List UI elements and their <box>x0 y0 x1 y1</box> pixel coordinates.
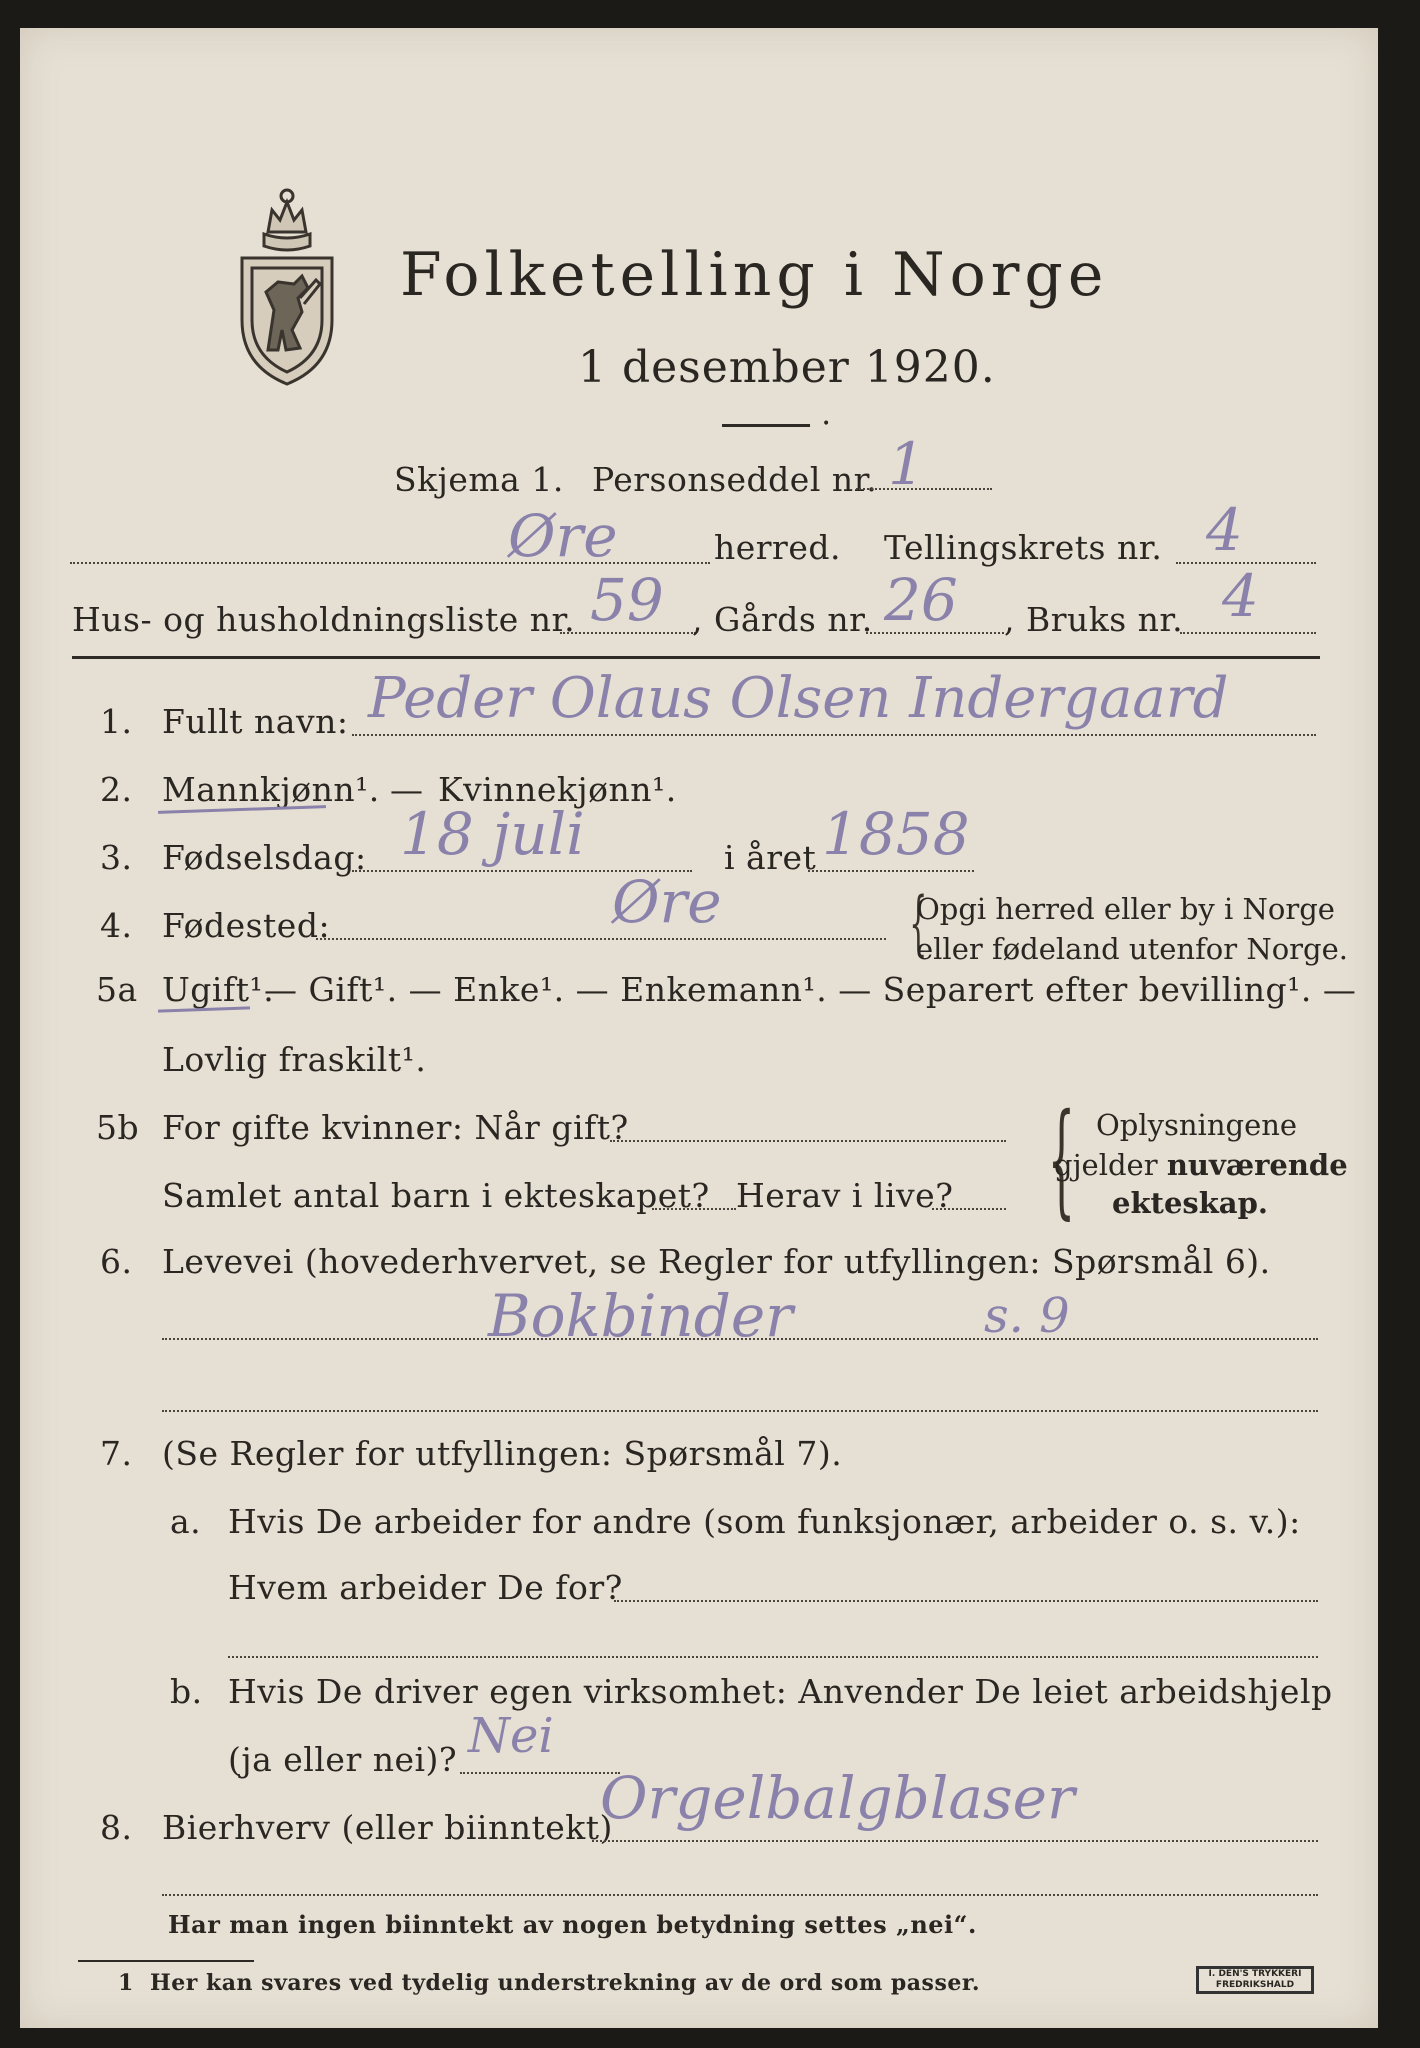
gender-female-option: Kvinnekjønn¹. <box>438 770 677 809</box>
census-form-page <box>20 28 1378 2028</box>
q3-label: Fødselsdag: <box>162 838 367 877</box>
skjema-label: Skjema 1. <box>394 460 564 499</box>
hus-label: Hus- og husholdningsliste nr. <box>72 600 576 639</box>
title-divider <box>722 424 810 427</box>
q7a-question: Hvem arbeider De for? <box>228 1568 623 1607</box>
form-title: Folketelling i Norge <box>400 240 1109 310</box>
birthday-value: 18 juli <box>400 800 585 868</box>
marriage-note-3: ekteskap. <box>1112 1186 1268 1220</box>
q1-number: 1. <box>100 702 133 741</box>
gards-value: 26 <box>884 566 958 634</box>
q6-label: Levevei (hovederhvervet, se Regler for utfyllingen: Spørsmål 6). <box>162 1242 1271 1281</box>
marital-fraskilt-option: Lovlig fraskilt¹. <box>162 1040 427 1079</box>
q2-number: 2. <box>100 770 133 809</box>
q7b-value: Nei <box>468 1708 554 1764</box>
q7a-text: Hvis De arbeider for andre (som funksjonær, arbeider o. s. v.): <box>228 1502 1301 1541</box>
q7-number: 7. <box>100 1434 133 1473</box>
q3-number: 3. <box>100 838 133 877</box>
q7-label: (Se Regler for utfyllingen: Spørsmål 7). <box>162 1434 843 1473</box>
gender-male-option: Mannkjønn¹. <box>162 770 380 809</box>
full-name-value: Peder Olaus Olsen Indergaard <box>368 666 1229 731</box>
tellingskrets-value: 4 <box>1206 496 1243 564</box>
q7b-question: (ja eller nei)? <box>228 1740 458 1779</box>
bruks-value: 4 <box>1222 562 1259 630</box>
birth-year-value: 1858 <box>822 800 970 868</box>
q8-label: Bierhverv (eller biinntekt) <box>162 1808 613 1847</box>
footnote-rule <box>78 1960 254 1962</box>
personseddel-label: Personseddel nr. <box>592 460 878 499</box>
occupation-code: s. 9 <box>984 1288 1070 1344</box>
q5b-number: 5b <box>96 1108 140 1147</box>
q1-label: Fullt navn: <box>162 702 349 741</box>
q5a-number: 5a <box>96 970 138 1009</box>
footer-note: Har man ingen biinntekt av nogen betydning settes „nei“. <box>168 1910 977 1939</box>
q5b-label: For gifte kvinner: Når gift? <box>162 1108 629 1147</box>
birthplace-note-2: eller fødeland utenfor Norge. <box>916 932 1348 966</box>
census-date: 1 desember 1920. <box>578 342 996 393</box>
q6-number: 6. <box>100 1242 133 1281</box>
gards-label: , Gårds nr. <box>692 600 873 639</box>
birthplace-value: Øre <box>612 868 722 936</box>
side-income-value: Orgelbalgblaser <box>600 1764 1075 1832</box>
herred-label: herred. <box>714 528 841 567</box>
coat-of-arms-icon <box>228 180 346 390</box>
herred-value: Øre <box>508 502 618 570</box>
marital-ugift-option: Ugift¹. <box>162 970 275 1009</box>
footnote-text: Her kan svares ved tydelig understrekning av de ord som passer. <box>150 1970 981 1996</box>
printer-stamp: I. DEN'S TRYKKERI FREDRIKSHALD <box>1196 1966 1314 1994</box>
birthplace-note-1: Opgi herred eller by i Norge <box>916 892 1335 926</box>
year-label: i året <box>724 838 817 877</box>
q4-label: Fødested: <box>162 906 331 945</box>
personseddel-value: 1 <box>888 430 925 498</box>
tellingskrets-label: Tellingskrets nr. <box>884 528 1163 567</box>
q7b-text: Hvis De driver egen virksomhet: Anvender De leiet arbeidshjelp <box>228 1672 1333 1711</box>
q5b-children-label: Samlet antal barn i ekteskapet? <box>162 1176 710 1215</box>
marriage-note-2: gjelder nuværende <box>1054 1148 1348 1182</box>
hus-value: 59 <box>590 566 664 634</box>
q4-number: 4. <box>100 906 133 945</box>
q8-number: 8. <box>100 1808 133 1847</box>
q5b-alive-label: Herav i live? <box>736 1176 954 1215</box>
occupation-value: Bokbinder <box>488 1282 793 1350</box>
bruks-label: , Bruks nr. <box>1004 600 1184 639</box>
header-separator <box>72 656 1320 659</box>
marriage-note-1: Oplysningene <box>1096 1108 1298 1142</box>
marital-other-options: — Gift¹. — Enke¹. — Enkemann¹. — Separert efter bevilling¹. — <box>264 970 1357 1009</box>
